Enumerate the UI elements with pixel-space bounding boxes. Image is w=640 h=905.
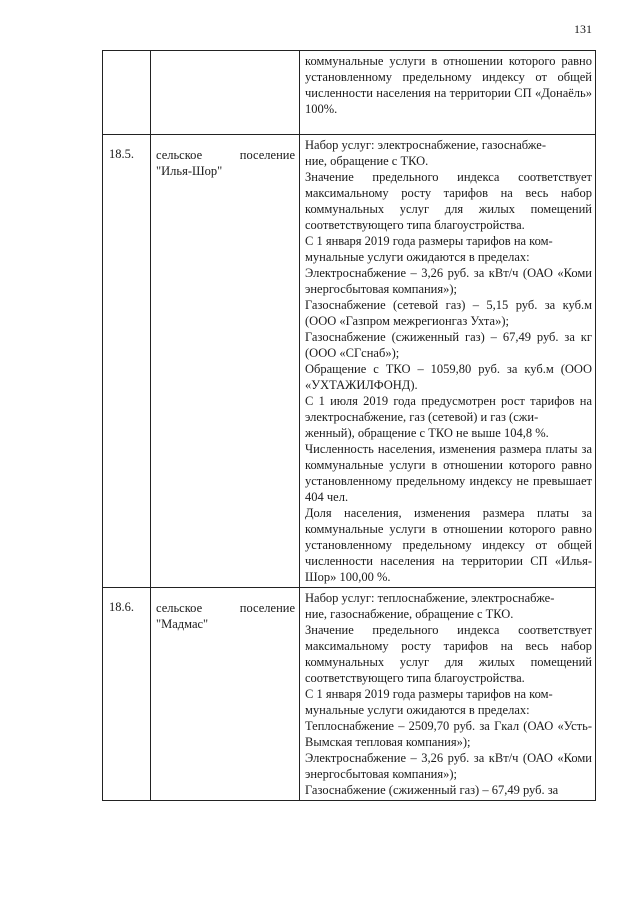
description-paragraph: Набор услуг: электроснабжение, газоснабже- ние, обращение с ТКО. (305, 138, 546, 168)
row-number-cell (103, 51, 151, 135)
description-paragraph: Электроснабжение – 3,26 руб. за кВт/ч (ОАО «Коми энергосбытовая компания»); (305, 751, 592, 781)
row-number-cell: 18.6. (103, 588, 151, 801)
description-cell (300, 588, 596, 801)
settlement-name-cell (151, 588, 300, 801)
description-paragraph: Электроснабжение – 3,26 руб. за кВт/ч (ОАО «Коми энергосбытовая компания»); (305, 266, 592, 296)
description-paragraph: С 1 января 2019 года размеры тарифов на ком- мунальные услуги ожидаются в пределах: (305, 234, 553, 264)
description-paragraph: Газоснабжение (сетевой газ) – 5,15 руб. за куб.м (ООО «Газпром межрегионгаз Ухта»); (305, 298, 592, 328)
description-paragraph: Доля населения, изменения размера платы за коммунальные услуги в отношении которого равно установленному предельному индексу от общей численности населения на территории СП «Илья-Шор» 100,00 %. (305, 506, 592, 584)
settlement-name-cell (151, 135, 300, 588)
description-cell (300, 135, 596, 588)
description-paragraph: Теплоснабжение – 2509,70 руб. за Гкал (ОАО «Усть-Вымская тепловая компания»); (305, 719, 592, 749)
description-paragraph: Газоснабжение (сжиженный газ) – 67,49 руб. за кг (ООО «СГснаб»); (305, 330, 592, 360)
description-paragraph: Обращение с ТКО – 1059,80 руб. за куб.м (ООО «УХТАЖИЛФОНД). (305, 362, 592, 392)
description-cell (300, 51, 596, 135)
settlement-type-word: сельское (156, 148, 203, 162)
tariff-table (102, 50, 596, 801)
description-paragraph: С 1 января 2019 года размеры тарифов на ком- мунальные услуги ожидаются в пределах: (305, 687, 553, 717)
description-paragraph: коммунальные услуги в отношении которого равно установленному предельному индексу от общей численности населения на территории СП «Донаёль» 100%. (305, 54, 592, 116)
settlement-name: "Мадмас" (156, 617, 209, 631)
description-paragraph: Значение предельного индекса соответствует максимальному росту тарифов на весь набор коммунальных услуг для жилых помещений соответствующего типа благоустройства. (305, 170, 592, 232)
row-number-cell: 18.5. (103, 135, 151, 588)
page-number: 131 (574, 22, 592, 36)
table-row (103, 588, 596, 801)
table-row (103, 51, 596, 135)
description-paragraph: С 1 июля 2019 года предусмотрен рост тарифов на электроснабжение, газ (сетевой) и газ (сжи- женный), обращение с ТКО не выше 104,8 %. (305, 394, 592, 440)
description-paragraph: Численность населения, изменения размера платы за коммунальные услуги в отношении которого равно установленному предельному индексу не превышает 404 чел. (305, 442, 592, 504)
settlement-type-word: сельское (156, 601, 203, 615)
description-paragraph: Набор услуг: теплоснабжение, электроснабже- ние, газоснабжение, обращение с ТКО. (305, 591, 555, 621)
description-paragraph: Газоснабжение (сжиженный газ) – 67,49 руб. за (305, 783, 559, 797)
settlement-type-word: поселение (239, 148, 295, 162)
description-paragraph: Значение предельного индекса соответствует максимальному росту тарифов на весь набор коммунальных услуг для жилых помещений соответствующего типа благоустройства. (305, 623, 592, 685)
settlement-name: "Илья-Шор" (156, 164, 223, 178)
table-row (103, 135, 596, 588)
settlement-name-cell (151, 51, 300, 135)
settlement-type-word: поселение (239, 601, 295, 615)
